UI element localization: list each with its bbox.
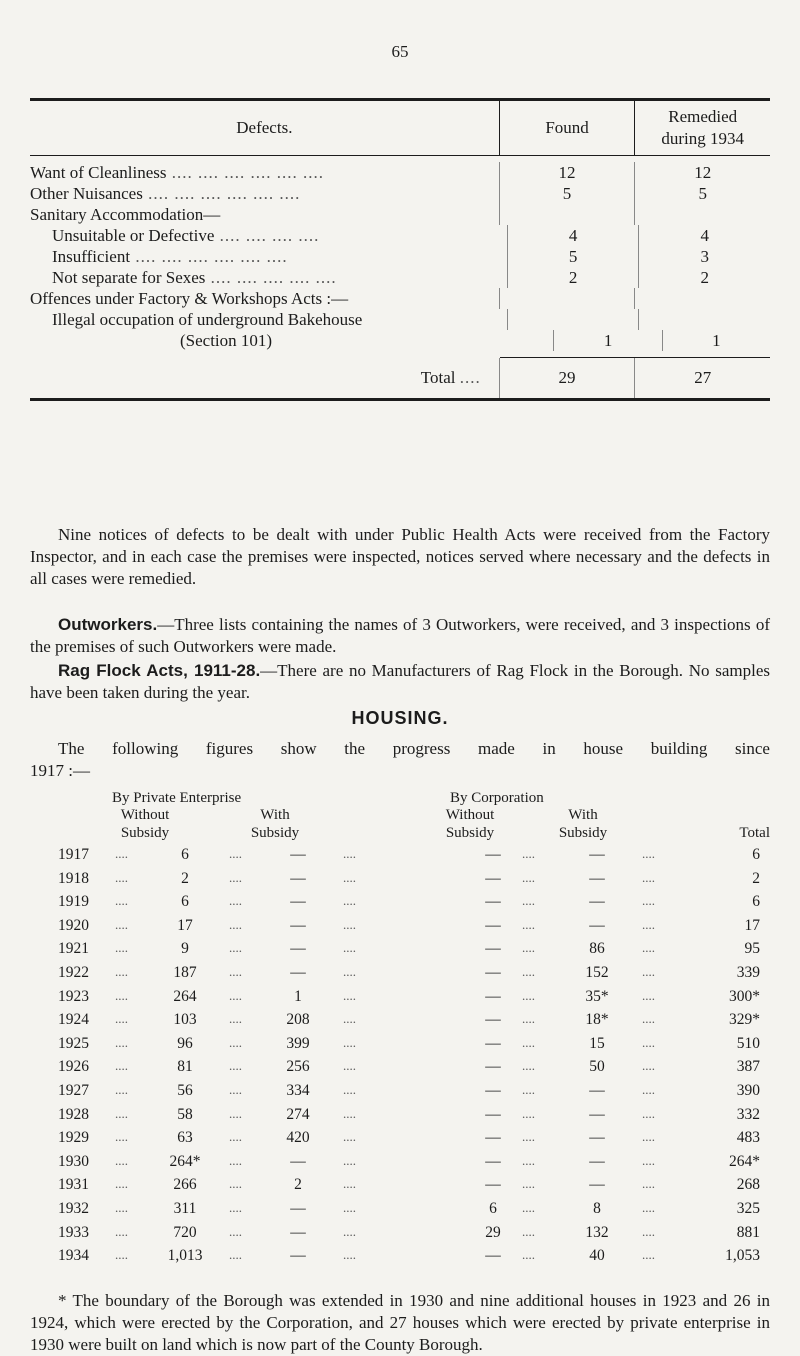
defect-remedied: 3 (638, 246, 770, 267)
private-without-subsidy: 17 (177, 916, 193, 934)
leader-dots: .... (115, 1105, 128, 1121)
housing-total: 6 (752, 846, 760, 863)
leader-dots: .... (343, 940, 356, 956)
leader-dots: .... (522, 869, 535, 885)
private-with-subsidy: — (290, 1247, 306, 1265)
rag-flock-paragraph: Rag Flock Acts, 1911-28.—There are no Manufacturers of Rag Flock in the Borough. No samples have been taken during the year. (30, 661, 770, 702)
leader-dots: .... (343, 1058, 356, 1074)
leader-dots: .... (642, 964, 655, 979)
page-number: 65 (391, 42, 409, 61)
header-remedied: Remedied during 1934 (634, 101, 770, 155)
leader-dots: .... (522, 987, 535, 1003)
leader-dots: .... (229, 1176, 242, 1192)
housing-row (30, 846, 770, 866)
intro-word: building (650, 739, 708, 758)
private-with-subsidy: — (290, 940, 306, 958)
corporation-with-subsidy: — (589, 846, 605, 863)
leader-dots: .... (522, 940, 535, 956)
leader-dots: .... (522, 964, 535, 979)
defects-header-row (30, 101, 770, 155)
defect-row: Unsuitable or Defective .... .... .... .... 4 4 (30, 225, 770, 246)
leader-dots: .... (522, 1034, 535, 1050)
private-without-subsidy: 6 (181, 846, 189, 863)
housing-row (30, 1200, 770, 1220)
group-corporation: By Corporation (450, 790, 544, 806)
private-without-subsidy: 58 (177, 1105, 193, 1123)
intro-word: in (542, 739, 556, 758)
defect-remedied: 4 (638, 225, 770, 246)
housing-row (30, 1058, 770, 1078)
private-without-subsidy: 81 (177, 1058, 193, 1076)
defect-remedied: 2 (638, 267, 770, 288)
defect-found (507, 309, 639, 330)
defect-label: Sanitary Accommodation— (30, 205, 221, 224)
leader-dots: .... (522, 1200, 535, 1215)
leader-dots: .... (115, 1152, 128, 1168)
leader-dots: .... (229, 940, 242, 956)
corporation-without-subsidy: — (485, 916, 501, 934)
housing-total: 1,053 (725, 1247, 760, 1265)
leader-dots: .... (642, 1058, 655, 1074)
corporation-without-subsidy: — (485, 1105, 501, 1123)
leader-dots: .... (115, 1058, 128, 1074)
corporation-without-subsidy: — (485, 1247, 501, 1265)
private-with-subsidy: — (290, 869, 306, 887)
defect-row (30, 309, 770, 330)
corporation-with-subsidy: 86 (589, 940, 605, 958)
housing-row (30, 1247, 770, 1267)
leader-dots: .... (343, 1223, 356, 1239)
leader-dots: .... (229, 916, 242, 932)
corporation-without-subsidy: — (485, 987, 501, 1005)
defects-table (30, 98, 770, 401)
defect-label: Other Nuisances (30, 184, 143, 203)
housing-intro: The following figures show the progress made in house building since 1917 :— (30, 739, 770, 780)
header-found: Found (499, 101, 635, 155)
defect-row: Not separate for Sexes .... .... .... .... .... 2 2 (30, 267, 770, 288)
housing-year: 1933 (58, 1223, 89, 1241)
leader-dots: .... (343, 1082, 356, 1097)
private-with-subsidy: — (290, 893, 306, 911)
defect-row (30, 204, 770, 225)
leader-dots: .... (343, 893, 356, 909)
housing-year: 1923 (58, 987, 89, 1005)
corporation-without-subsidy: — (485, 1152, 501, 1170)
corporation-without-subsidy: — (485, 1034, 501, 1052)
leader-dots: .... (343, 1105, 356, 1121)
leader-dots: .... (642, 1200, 655, 1215)
defect-found: 5 (507, 246, 639, 267)
total-label: Total .... (420, 368, 481, 387)
corporation-with-subsidy: 35* (585, 987, 609, 1005)
leader-dots: .... (115, 1034, 128, 1050)
housing-row (30, 1082, 770, 1102)
leader-dots: .... (229, 1200, 242, 1215)
intro-word: figures (205, 739, 254, 758)
defect-label: Want of Cleanliness (30, 163, 167, 182)
private-without-subsidy: 264* (169, 1152, 201, 1170)
corporation-with-subsidy: — (589, 916, 605, 934)
leader-dots: .... (229, 964, 242, 979)
housing-total: 325 (736, 1200, 760, 1217)
private-with-subsidy: — (290, 964, 306, 981)
defect-remedied: 1 (662, 330, 770, 351)
housing-row (30, 1153, 770, 1173)
housing-row (30, 964, 770, 984)
private-without-subsidy: 96 (177, 1034, 193, 1052)
private-with-subsidy: 1 (294, 987, 302, 1005)
leader-dots: .... (115, 869, 128, 885)
housing-heading: HOUSING. (351, 708, 449, 728)
leader-dots: .... (229, 1105, 242, 1121)
defect-found (499, 204, 635, 225)
leader-dots: .... (115, 987, 128, 1003)
leader-dots: .... (642, 1129, 655, 1145)
housing-row (30, 1035, 770, 1055)
leader-dots: .... (229, 869, 242, 885)
housing-total: 300* (729, 987, 760, 1005)
col-header-private-with: With Subsidy (250, 807, 300, 841)
intro-word: made (478, 739, 515, 758)
table-bottom-rule (30, 398, 770, 401)
corporation-without-subsidy: — (485, 869, 501, 887)
housing-total: 264* (729, 1152, 760, 1170)
leader-dots: .... (642, 1011, 655, 1027)
housing-year: 1920 (58, 916, 89, 934)
leader-dots: .... (642, 916, 655, 932)
group-private-enterprise: By Private Enterprise (112, 790, 242, 806)
leader-dots: .... (229, 1247, 242, 1263)
total-row (30, 358, 770, 398)
private-with-subsidy: — (290, 916, 306, 934)
corporation-with-subsidy: — (589, 869, 605, 887)
corporation-without-subsidy: — (485, 1176, 501, 1194)
housing-year: 1928 (58, 1105, 89, 1123)
outworkers-paragraph: Outworkers.—Three lists containing the names of 3 Outworkers, were received, and 3 inspections of the premises of such Outworkers were made. (30, 615, 770, 656)
housing-row (30, 893, 770, 913)
housing-total: 329* (729, 1011, 760, 1029)
defect-remedied (634, 204, 770, 225)
corporation-with-subsidy: 40 (589, 1247, 605, 1265)
private-with-subsidy: 399 (286, 1034, 310, 1052)
corporation-without-subsidy: — (485, 893, 501, 911)
leader-dots: .... (343, 1034, 356, 1050)
housing-total: 17 (744, 916, 760, 934)
defect-found (499, 288, 635, 309)
leader-dots: .... (343, 869, 356, 885)
defect-row: Want of Cleanliness .... .... .... .... .... .... 12 12 (30, 162, 770, 183)
private-with-subsidy: 208 (286, 1011, 310, 1029)
private-with-subsidy: 2 (294, 1176, 302, 1194)
leader-dots: .... (115, 916, 128, 932)
leader-dots: .... (115, 1200, 128, 1215)
housing-total: 483 (736, 1129, 760, 1147)
leader-dots: .... (522, 916, 535, 932)
leader-dots: .... (343, 1011, 356, 1027)
defect-row: Other Nuisances .... .... .... .... .... .... 5 5 (30, 183, 770, 204)
defect-row (30, 330, 770, 351)
leader-dots: .... (642, 1034, 655, 1050)
housing-row (30, 940, 770, 960)
leader-dots: .... (522, 1223, 535, 1239)
leader-dots: .... (115, 1223, 128, 1239)
leader-dots: .... (522, 1129, 535, 1145)
defect-row (30, 288, 770, 309)
leader-dots: .... (229, 1011, 242, 1027)
col-header-private-without: Without Subsidy (120, 807, 170, 841)
leader-dots: .... (115, 1011, 128, 1027)
leader-dots: .... (115, 1247, 128, 1263)
housing-total: 387 (736, 1058, 760, 1076)
corporation-without-subsidy: — (485, 964, 501, 981)
housing-year: 1917 (58, 846, 89, 863)
housing-year: 1934 (58, 1247, 89, 1265)
private-with-subsidy: — (290, 1223, 306, 1241)
defect-label: Not separate for Sexes (52, 268, 206, 287)
housing-year: 1930 (58, 1152, 89, 1170)
housing-year: 1918 (58, 869, 89, 887)
housing-row (30, 1106, 770, 1126)
leader-dots: .... (642, 987, 655, 1003)
defect-label: (Section 101) (180, 331, 273, 350)
intro-word: show (280, 739, 317, 758)
intro-word: house (583, 739, 624, 758)
corporation-without-subsidy: — (485, 1129, 501, 1147)
housing-year: 1926 (58, 1058, 89, 1076)
private-without-subsidy: 311 (173, 1200, 197, 1217)
private-without-subsidy: 9 (181, 940, 189, 958)
housing-total: 6 (752, 893, 760, 911)
corporation-without-subsidy: 29 (485, 1223, 501, 1241)
leader-dots: .... (522, 1247, 535, 1263)
leader-dots: .... (115, 1129, 128, 1145)
corporation-with-subsidy: — (589, 1129, 605, 1147)
corporation-with-subsidy: — (589, 1152, 605, 1170)
total-remedied: 27 (634, 358, 770, 398)
corporation-without-subsidy: — (485, 1011, 501, 1029)
housing-year: 1929 (58, 1129, 89, 1147)
defect-remedied: 5 (634, 183, 770, 204)
leader-dots: .... (343, 1152, 356, 1168)
housing-year: 1921 (58, 940, 89, 958)
corporation-with-subsidy: — (589, 893, 605, 911)
corporation-without-subsidy: 6 (489, 1200, 497, 1217)
leader-dots: .... (229, 893, 242, 909)
leader-dots: .... (522, 1058, 535, 1074)
housing-total: 390 (736, 1082, 760, 1099)
leader-dots: .... (642, 1082, 655, 1097)
leader-dots: .... (642, 1176, 655, 1192)
housing-total: 332 (736, 1105, 760, 1123)
private-without-subsidy: 63 (177, 1129, 193, 1147)
private-without-subsidy: 1,013 (167, 1247, 203, 1265)
corporation-with-subsidy: 50 (589, 1058, 605, 1076)
defect-label: Insufficient (52, 247, 131, 266)
header-defects: Defects. (236, 118, 293, 137)
housing-total: 95 (744, 940, 760, 958)
leader-dots: .... (115, 940, 128, 956)
leader-dots: .... (642, 869, 655, 885)
defect-found: 1 (553, 330, 661, 351)
leader-dots: .... (522, 846, 535, 861)
corporation-with-subsidy: 15 (589, 1034, 605, 1052)
private-with-subsidy: — (290, 846, 306, 863)
leader-dots: .... (229, 1034, 242, 1050)
defect-label: Illegal occupation of underground Bakehouse (52, 310, 363, 329)
private-with-subsidy: 420 (286, 1129, 310, 1147)
leader-dots: .... (343, 1129, 356, 1145)
defects-rows (30, 156, 770, 357)
leader-dots: .... (522, 1082, 535, 1097)
housing-row (30, 917, 770, 937)
leader-dots: .... (642, 893, 655, 909)
private-without-subsidy: 266 (173, 1176, 197, 1194)
leader-dots: .... (343, 987, 356, 1003)
housing-year: 1922 (58, 964, 89, 981)
leader-dots: .... (343, 1247, 356, 1263)
intro-word: since (735, 739, 770, 758)
leader-dots: .... (343, 1176, 356, 1192)
notices-paragraph: Nine notices of defects to be dealt with under Public Health Acts were received from the Factory Inspector, and in each case the premises were inspected, notices served where necessary and the defects in all cases were remedied. (30, 525, 770, 588)
leader-dots: .... (229, 987, 242, 1003)
housing-row (30, 1011, 770, 1031)
leader-dots: .... (115, 1082, 128, 1097)
corporation-with-subsidy: — (589, 1082, 605, 1099)
corporation-with-subsidy: — (589, 1105, 605, 1123)
total-found: 29 (499, 358, 635, 398)
private-with-subsidy: — (290, 1152, 306, 1170)
housing-row (30, 1224, 770, 1244)
leader-dots: .... (642, 940, 655, 956)
col-header-total: Total (739, 825, 770, 841)
defect-found: 2 (507, 267, 639, 288)
intro-word: the (344, 739, 366, 758)
leader-dots: .... (642, 1247, 655, 1263)
leader-dots: .... (115, 846, 128, 861)
defect-remedied (638, 309, 770, 330)
private-without-subsidy: 264 (173, 987, 197, 1005)
leader-dots: .... (522, 1152, 535, 1168)
housing-total: 339 (736, 964, 760, 981)
corporation-without-subsidy: — (485, 940, 501, 958)
private-without-subsidy: 187 (173, 964, 197, 981)
private-with-subsidy: 256 (286, 1058, 310, 1076)
col-header-corp-without: Without Subsidy (445, 807, 495, 841)
private-without-subsidy: 720 (173, 1223, 197, 1241)
defect-label: Offences under Factory & Workshops Acts :— (30, 289, 349, 308)
private-with-subsidy: — (290, 1200, 306, 1217)
leader-dots: .... (522, 1176, 535, 1192)
leader-dots: .... (522, 1011, 535, 1027)
private-with-subsidy: 274 (286, 1105, 310, 1123)
leader-dots: .... (115, 1176, 128, 1192)
private-without-subsidy: 2 (181, 869, 189, 887)
housing-row (30, 870, 770, 890)
intro-word: progress (392, 739, 451, 758)
leader-dots: .... (229, 1082, 242, 1097)
housing-row (30, 988, 770, 1008)
leader-dots: .... (229, 1152, 242, 1168)
housing-year: 1924 (58, 1011, 89, 1029)
housing-year: 1932 (58, 1200, 89, 1217)
defect-found: 5 (499, 183, 635, 204)
leader-dots: .... (522, 893, 535, 909)
housing-total: 510 (736, 1034, 760, 1052)
defect-remedied: 12 (634, 162, 770, 183)
housing-total: 268 (736, 1176, 760, 1194)
leader-dots: .... (642, 846, 655, 861)
corporation-without-subsidy: — (485, 846, 501, 863)
leader-dots: .... (343, 846, 356, 861)
leader-dots: .... (642, 1105, 655, 1121)
leader-dots: .... (115, 964, 128, 979)
housing-year: 1919 (58, 893, 89, 911)
leader-dots: .... (343, 1200, 356, 1215)
corporation-with-subsidy: 18* (585, 1011, 609, 1029)
housing-total: 2 (752, 869, 760, 887)
defect-row: Insufficient .... .... .... .... .... .... 5 3 (30, 246, 770, 267)
housing-row (30, 1129, 770, 1149)
defect-found: 12 (499, 162, 635, 183)
defect-remedied (634, 288, 770, 309)
leader-dots: .... (343, 964, 356, 979)
intro-word: The (58, 739, 85, 758)
corporation-with-subsidy: 8 (593, 1200, 601, 1217)
leader-dots: .... (229, 1129, 242, 1145)
housing-year: 1931 (58, 1176, 89, 1194)
leader-dots: .... (229, 1223, 242, 1239)
defect-found: 4 (507, 225, 639, 246)
defect-label: Unsuitable or Defective (52, 226, 215, 245)
private-without-subsidy: 56 (177, 1082, 193, 1099)
leader-dots: .... (115, 893, 128, 909)
corporation-without-subsidy: — (485, 1082, 501, 1099)
leader-dots: .... (229, 846, 242, 861)
housing-year: 1925 (58, 1034, 89, 1052)
private-without-subsidy: 103 (173, 1011, 197, 1029)
private-without-subsidy: 6 (181, 893, 189, 911)
footnote: * The boundary of the Borough was extended in 1930 and nine additional houses in 1923 and 26 in 1924, which were erected by the Corporation, and 27 houses which were erected by private enterprise in 1930 were built on land which is now part of the County Borough. (30, 1291, 770, 1354)
intro-word: following (112, 739, 179, 758)
leader-dots: .... (642, 1223, 655, 1239)
corporation-without-subsidy: — (485, 1058, 501, 1076)
leader-dots: .... (642, 1152, 655, 1168)
housing-total: 881 (736, 1223, 760, 1241)
leader-dots: .... (229, 1058, 242, 1074)
corporation-with-subsidy: — (589, 1176, 605, 1194)
corporation-with-subsidy: 152 (585, 964, 609, 981)
private-with-subsidy: 334 (286, 1082, 310, 1099)
housing-year: 1927 (58, 1082, 89, 1099)
corporation-with-subsidy: 132 (585, 1223, 609, 1241)
leader-dots: .... (522, 1105, 535, 1121)
leader-dots: .... (343, 916, 356, 932)
housing-row (30, 1176, 770, 1196)
col-header-corp-with: With Subsidy (558, 807, 608, 841)
